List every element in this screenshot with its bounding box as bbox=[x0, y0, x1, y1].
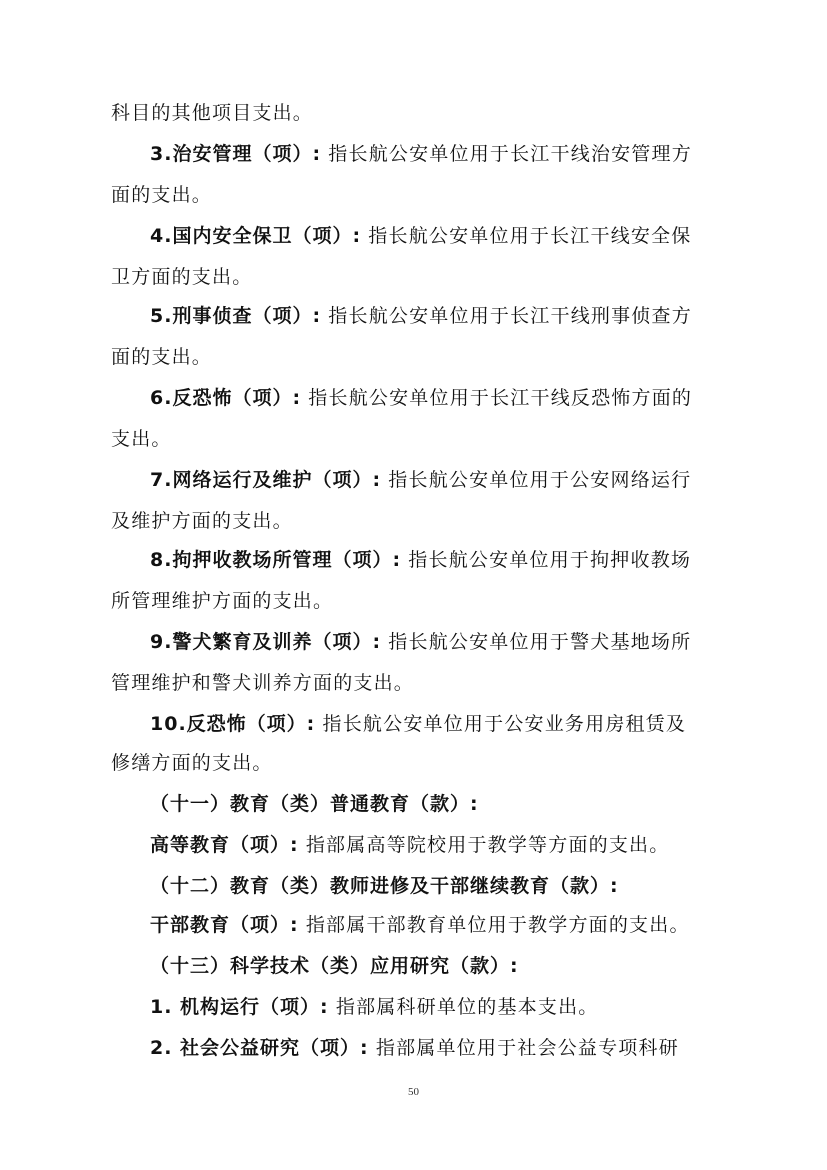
section-13-heading: （十三）科学技术（类）应用研究（款）: bbox=[150, 955, 519, 977]
text-line-15: 管理维护和警犬训养方面的支出。 bbox=[111, 672, 415, 694]
text-line-5: 卫方面的支出。 bbox=[111, 266, 253, 288]
science-item-1: 1. 机构运行（项）: 指部属科研单位的基本支出。 bbox=[150, 996, 599, 1018]
section-11-heading: （十一）教育（类）普通教育（款）: bbox=[150, 793, 479, 815]
text-line-3: 面的支出。 bbox=[111, 184, 213, 206]
text-line-11: 及维护方面的支出。 bbox=[111, 510, 293, 532]
text-line-13: 所管理维护方面的支出。 bbox=[111, 590, 334, 612]
text-line-7: 面的支出。 bbox=[111, 346, 213, 368]
item-8-heading: 8.拘押收教场所管理（项）: 指长航公安单位用于拘押收教场 bbox=[150, 549, 692, 571]
section-12-heading: （十二）教育（类）教师进修及干部继续教育（款）: bbox=[150, 875, 619, 897]
cadre-education-item: 干部教育（项）: 指部属干部教育单位用于教学方面的支出。 bbox=[150, 914, 690, 936]
item-6-heading: 6.反恐怖（项）: 指长航公安单位用于长江干线反恐怖方面的 bbox=[150, 387, 693, 409]
item-10-heading: 10.反恐怖（项）: 指长航公安单位用于公安业务用房租赁及 bbox=[150, 713, 687, 735]
item-3-heading: 3.治安管理（项）: 指长航公安单位用于长江干线治安管理方 bbox=[150, 143, 692, 165]
science-item-2: 2. 社会公益研究（项）: 指部属单位用于社会公益专项科研 bbox=[150, 1037, 679, 1059]
item-5-heading: 5.刑事侦查（项）: 指长航公安单位用于长江干线刑事侦查方 bbox=[150, 305, 692, 327]
page-number: 50 bbox=[408, 1086, 419, 1098]
higher-education-item: 高等教育（项）: 指部属高等院校用于教学等方面的支出。 bbox=[150, 834, 670, 856]
item-9-heading: 9.警犬繁育及训养（项）: 指长航公安单位用于警犬基地场所 bbox=[150, 631, 692, 653]
item-4-heading: 4.国内安全保卫（项）: 指长航公安单位用于长江干线安全保 bbox=[150, 225, 692, 247]
text-line-1: 科目的其他项目支出。 bbox=[111, 102, 314, 124]
item-7-heading: 7.网络运行及维护（项）: 指长航公安单位用于公安网络运行 bbox=[150, 469, 692, 491]
text-line-17: 修缮方面的支出。 bbox=[111, 752, 273, 774]
text-line-9: 支出。 bbox=[111, 428, 172, 450]
